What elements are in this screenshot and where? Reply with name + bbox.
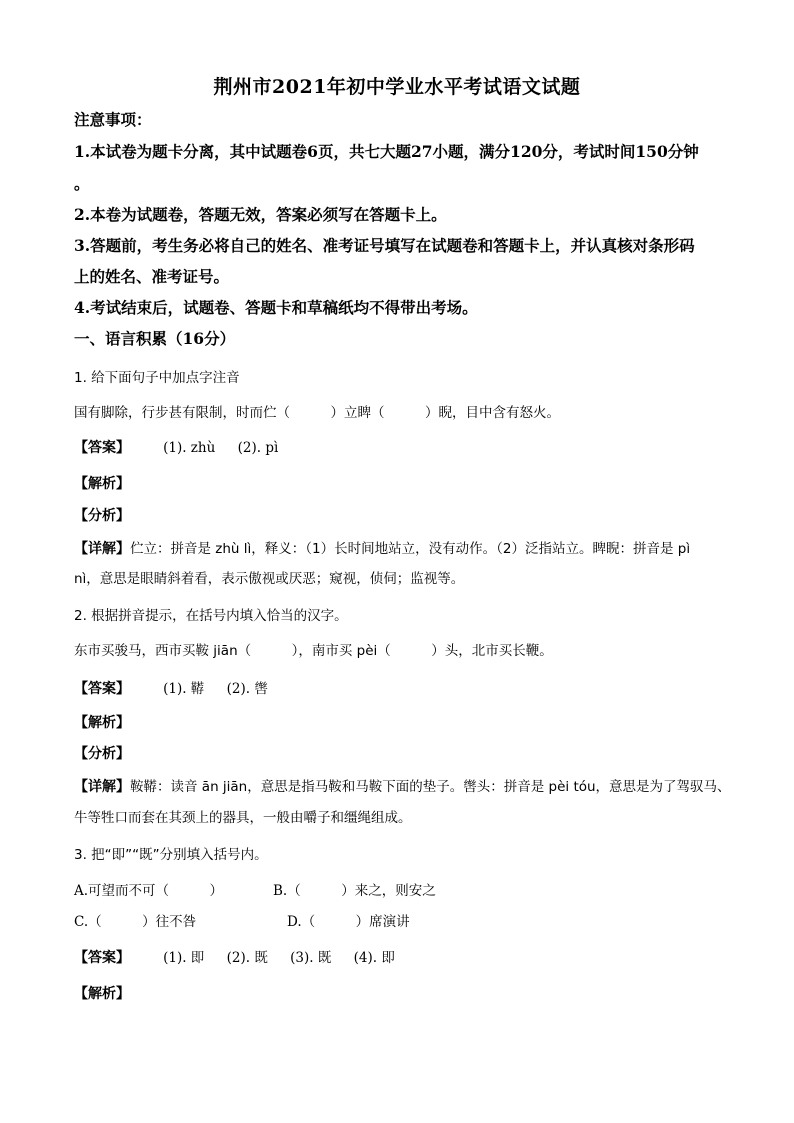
q3-answer-2: (2). 既 xyxy=(226,950,268,966)
q2-detail-line-1 xyxy=(74,775,731,796)
q2-sentence: 东市买骏马，西市买鞍 jiān（ ），南市买 pèi（ ）头，北市买长鞭。 xyxy=(74,643,553,659)
q1-answer-row xyxy=(74,437,296,457)
q1-answer-1: (1). zhù xyxy=(163,440,216,456)
note-item-2: 2.本卷为试题卷，答题无效，答案必须写在答题卡上。 xyxy=(74,205,447,224)
answer-label: 【答案】 xyxy=(74,440,130,456)
q1-detail-line-2: nì，意思是眼睛斜着看，表示傲视或厌恶；窥视，侦伺；监视等。 xyxy=(74,571,465,587)
q3-answer-values xyxy=(163,946,413,966)
q2-answer-2: (2). 辔 xyxy=(226,681,268,697)
q3-answer-4: (4). 即 xyxy=(353,950,395,966)
q3-option-a: A.可望而不可（ ） xyxy=(74,883,224,899)
q2-answer-values xyxy=(163,677,286,697)
q1-analysis-label: 【解析】 xyxy=(74,476,130,492)
note-item-3: 3.答题前，考生务必将自己的姓名、准考证号填写在试题卷和答题卡上，并认真核对条形码 xyxy=(74,236,695,255)
q2-answer-1: (1). 鞯 xyxy=(163,681,205,697)
answer-label: 【答案】 xyxy=(74,950,130,966)
q1-fenxi-label: 【分析】 xyxy=(74,508,130,524)
section-heading-1: 一、语言积累（16分） xyxy=(74,329,236,348)
q1-detail-text-1: 伫立：拼音是 zhù lì，释义：（1）长时间地站立，没有动作。（2）泛指站立。睥睨：拼音是 pì xyxy=(130,541,691,557)
q1-detail-line-1 xyxy=(74,537,690,558)
q2-stem: 2. 根据拼音提示，在括号内填入恰当的汉字。 xyxy=(74,608,348,624)
q3-option-b: B.（ ）来之，则安之 xyxy=(273,883,436,899)
note-item-4: 4.考试结束后，试题卷、答题卡和草稿纸均不得带出考场。 xyxy=(74,298,478,317)
detail-label: 【详解】 xyxy=(74,779,130,795)
exam-title: 荆州市2021年初中学业水平考试语文试题 xyxy=(213,76,581,98)
q2-answer-row xyxy=(74,677,286,698)
q1-sentence: 国有脚除，行步甚有限制，时而伫（ ）立睥（ ）睨，目中含有怒火。 xyxy=(74,405,560,421)
q1-stem: 1. 给下面句子中加点字注音 xyxy=(74,370,240,386)
q2-analysis-label: 【解析】 xyxy=(74,715,130,731)
q3-answer-3: (3). 既 xyxy=(290,950,332,966)
q3-stem: 3. 把“即”“既”分别填入括号内。 xyxy=(74,847,268,863)
q1-answer-2: (2). pì xyxy=(237,440,279,456)
q3-analysis-label: 【解析】 xyxy=(74,986,130,1002)
note-item-3-continued: 上的姓名、准考证号。 xyxy=(74,267,230,286)
q2-detail-text-1: 鞍鞯：读音 ān jiān，意思是指马鞍和马鞍下面的垫子。辔头：拼音是 pèi tóu，意思是为了驾驭马、 xyxy=(130,779,731,795)
notes-heading: 注意事项： xyxy=(74,110,152,129)
q2-fenxi-label: 【分析】 xyxy=(74,746,130,762)
q1-answer-values xyxy=(163,440,296,456)
detail-label: 【详解】 xyxy=(74,541,130,557)
note-item-1-continued: 。 xyxy=(74,174,90,193)
q2-detail-line-2: 牛等牲口而套在其颈上的器具，一般由嚼子和缰绳组成。 xyxy=(74,810,412,826)
note-item-1: 1.本试卷为题卡分离，其中试题卷6页，共七大题27小题，满分120分，考试时间150分钟 xyxy=(74,142,699,161)
q3-option-d: D.（ ）席演讲 xyxy=(287,914,410,930)
q3-option-c: C.（ ）往不咎 xyxy=(74,914,197,930)
q3-answer-row xyxy=(74,946,413,967)
answer-label: 【答案】 xyxy=(74,681,130,697)
q3-answer-1: (1). 即 xyxy=(163,950,205,966)
